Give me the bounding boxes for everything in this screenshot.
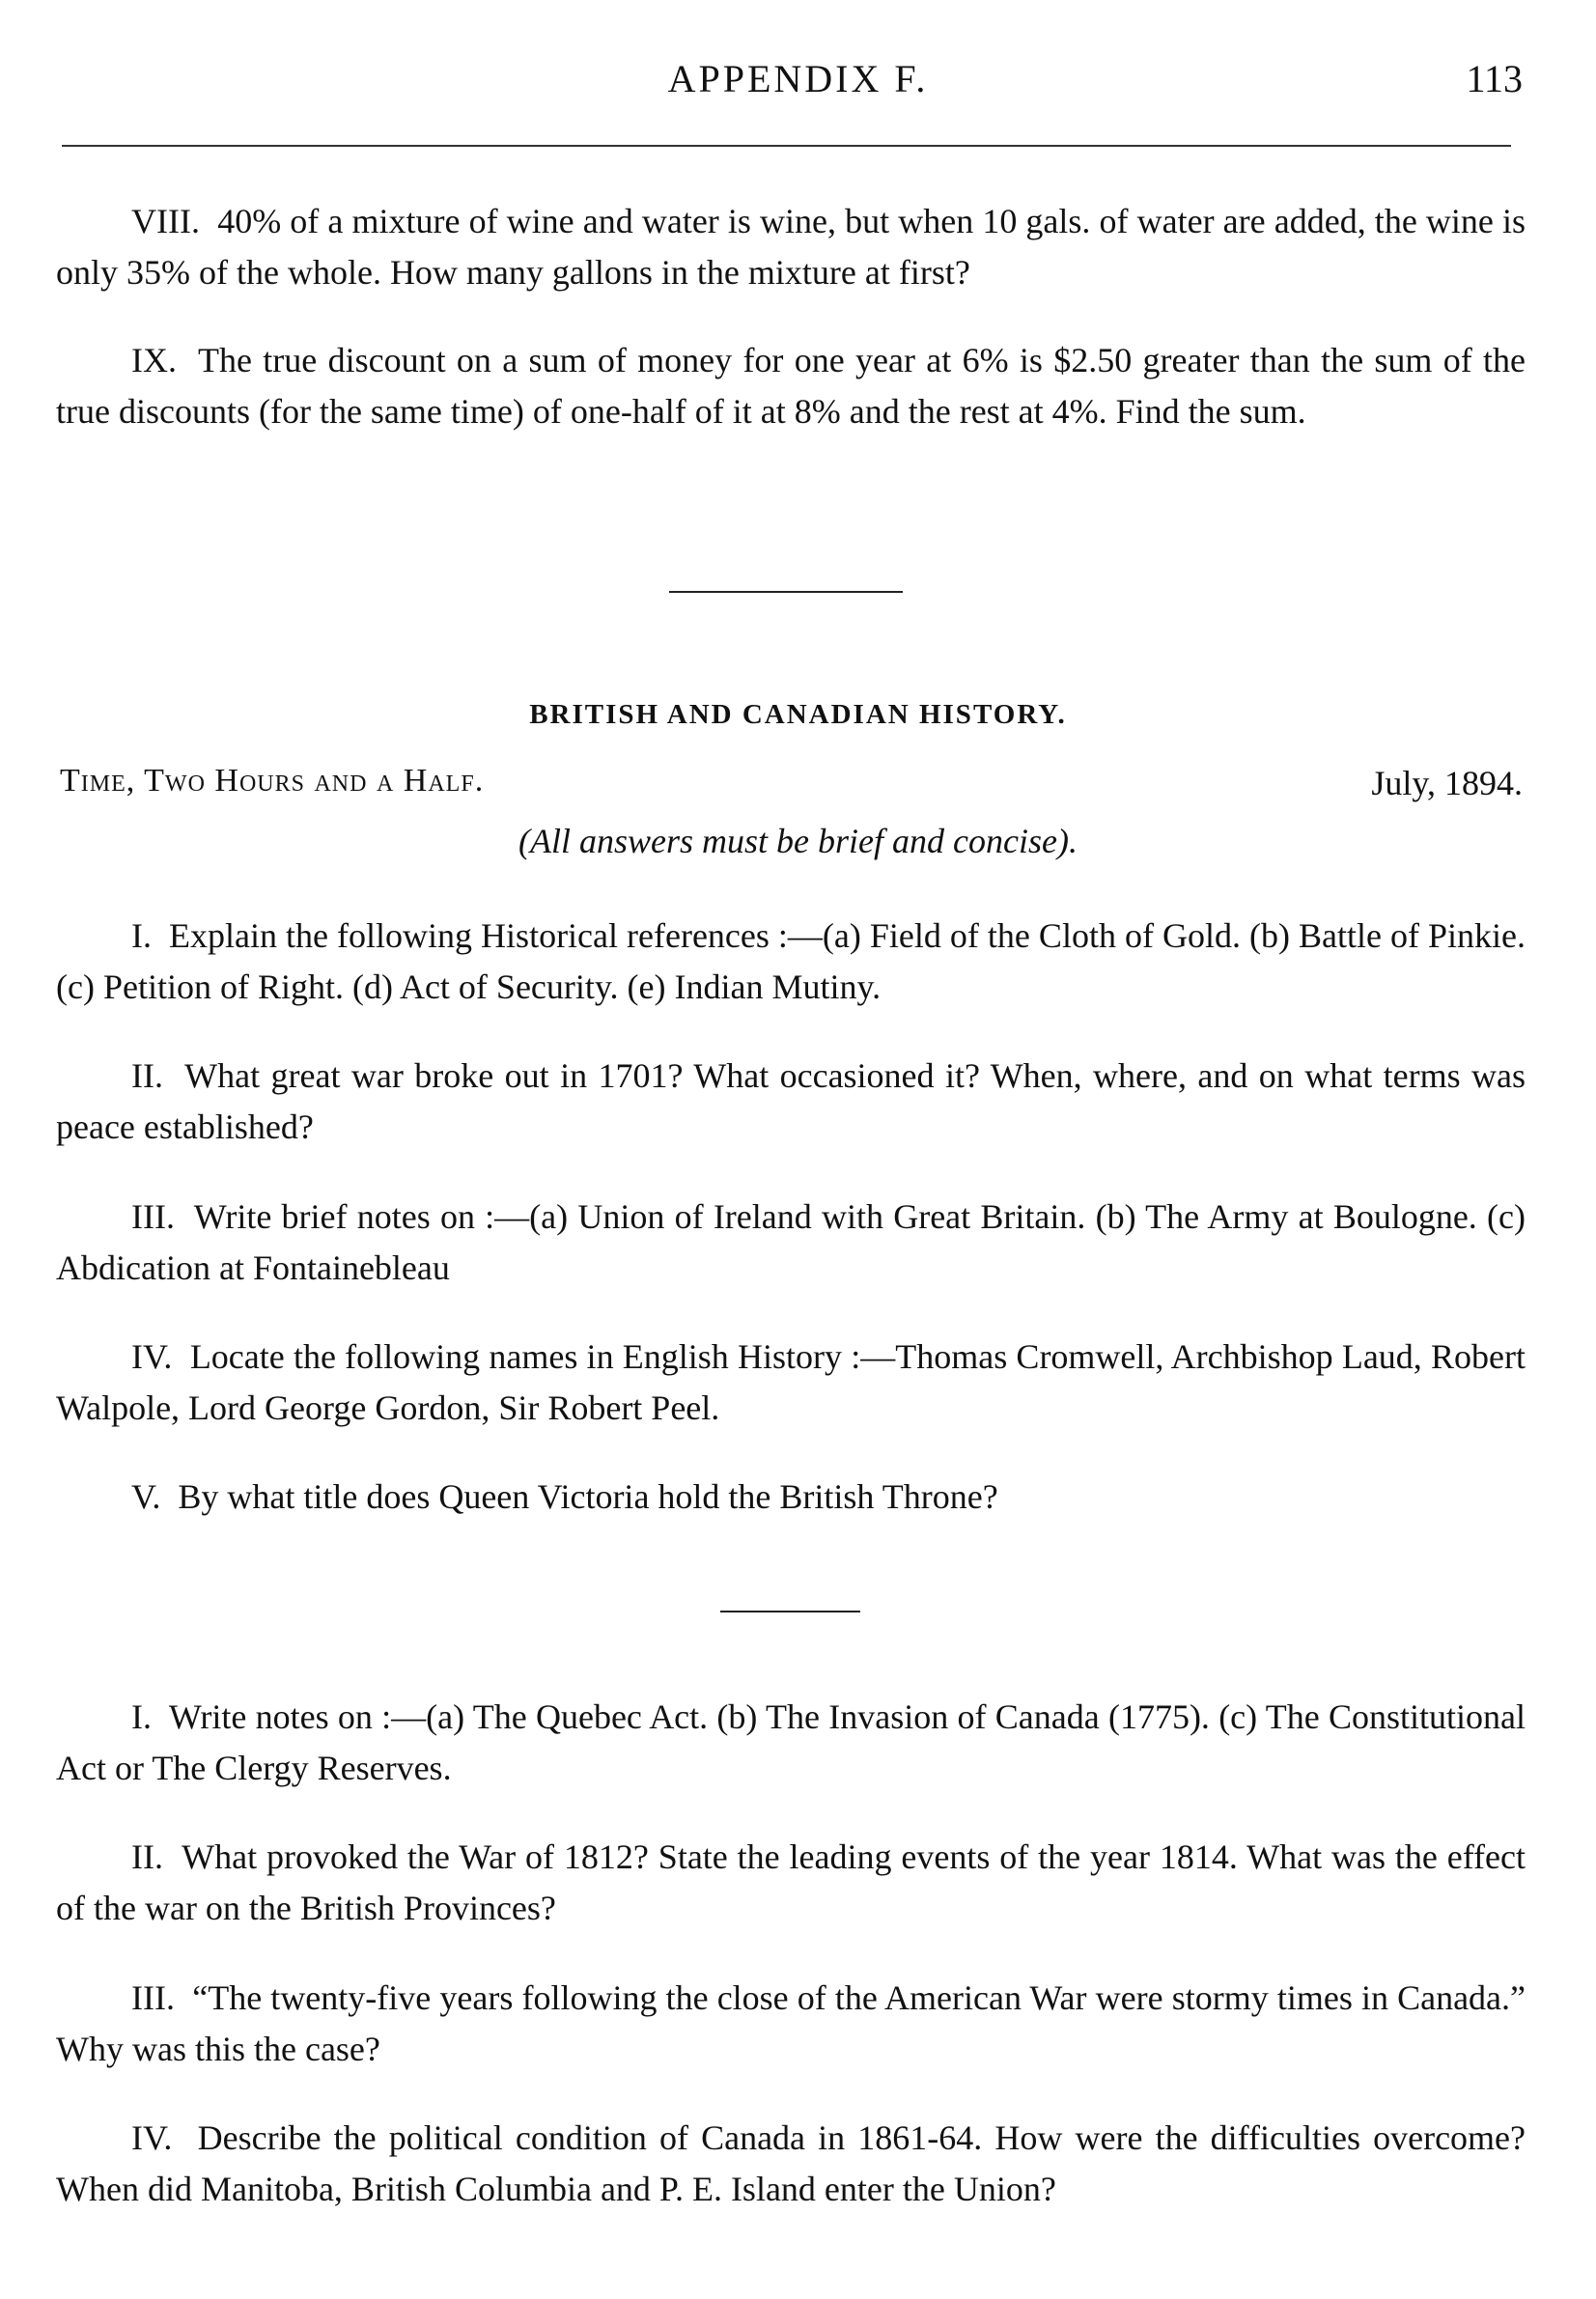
section-heading: BRITISH AND CANADIAN HISTORY. xyxy=(529,699,1067,730)
question-numeral: I. xyxy=(131,1697,152,1736)
question-numeral: III. xyxy=(131,1978,175,2017)
question-text: Locate the following names in English History :—Thomas Cromwell, Archbishop Laud, Robert Walpole, Lord George Gordon, Sir Robert Peel. xyxy=(56,1337,1526,1427)
question-text: 40% of a mixture of wine and water is wine, but when 10 gals. of water are added, the wine is only 35% of the whole. How many gallons in the mixture at first? xyxy=(56,202,1526,292)
section-divider xyxy=(720,1611,860,1612)
question-numeral: IV. xyxy=(131,1337,173,1376)
question-british-iv xyxy=(56,1332,1526,1434)
question-british-v xyxy=(56,1472,1526,1523)
question-text: By what title does Queen Victoria hold the British Throne? xyxy=(178,1477,998,1516)
question-british-ii xyxy=(56,1051,1526,1153)
question-numeral: IV. xyxy=(131,2118,173,2157)
question-numeral: I. xyxy=(131,916,152,955)
question-text: “The twenty-five years following the close of the American War were stormy times in Canada.” Why was this the case? xyxy=(56,1978,1526,2068)
header-rule xyxy=(62,145,1511,147)
question-numeral: III. xyxy=(131,1197,175,1236)
question-text: Write notes on :—(a) The Quebec Act. (b) The Invasion of Canada (1775). (c) The Constitutional Act or The Clergy Reserves. xyxy=(56,1697,1526,1787)
question-canadian-iii xyxy=(56,1973,1526,2075)
question-text: What great war broke out in 1701? What occasioned it? When, where, and on what terms was peace established? xyxy=(56,1056,1526,1146)
page-number: 113 xyxy=(1466,57,1523,100)
question-canadian-iv xyxy=(56,2113,1526,2215)
header-title: APPENDIX F. xyxy=(667,57,929,100)
exam-date: July, 1894. xyxy=(1371,764,1523,802)
question-arith-ix xyxy=(56,335,1526,437)
question-text: Write brief notes on :—(a) Union of Ireland with Great Britain. (b) The Army at Boulogne. (c) Abdication at Fontainebleau xyxy=(56,1197,1526,1287)
question-numeral: IX. xyxy=(131,341,177,379)
question-arith-viii xyxy=(56,196,1526,298)
question-numeral: II. xyxy=(131,1837,163,1876)
question-british-iii xyxy=(56,1192,1526,1294)
question-numeral: V. xyxy=(131,1477,161,1516)
running-head xyxy=(0,56,1596,104)
question-text: The true discount on a sum of money for one year at 6% is $2.50 greater than the sum of the true discounts (for the same time) of one-half of it at 8% and the rest at 4%. Find the sum. xyxy=(56,341,1526,431)
section-divider xyxy=(669,591,903,593)
question-numeral: II. xyxy=(131,1056,163,1095)
question-canadian-i xyxy=(56,1692,1526,1794)
question-text: Describe the political condition of Canada in 1861-64. How were the difficulties overcome? When did Manitoba, British Columbia and P. E. Island enter the Union? xyxy=(56,2118,1526,2208)
time-allowed: Time, Two Hours and a Half. xyxy=(60,763,485,799)
question-numeral: VIII. xyxy=(131,202,200,240)
question-canadian-ii xyxy=(56,1832,1526,1934)
exam-instruction: (All answers must be brief and concise). xyxy=(518,822,1078,860)
question-text: What provoked the War of 1812? State the leading events of the year 1814. What was the effect of the war on the British Provinces? xyxy=(56,1837,1526,1927)
question-text: Explain the following Historical references :—(a) Field of the Cloth of Gold. (b) Battle of Pinkie. (c) Petition of Right. (d) Act of Security. (e) Indian Mutiny. xyxy=(56,916,1526,1006)
question-british-i xyxy=(56,911,1526,1013)
